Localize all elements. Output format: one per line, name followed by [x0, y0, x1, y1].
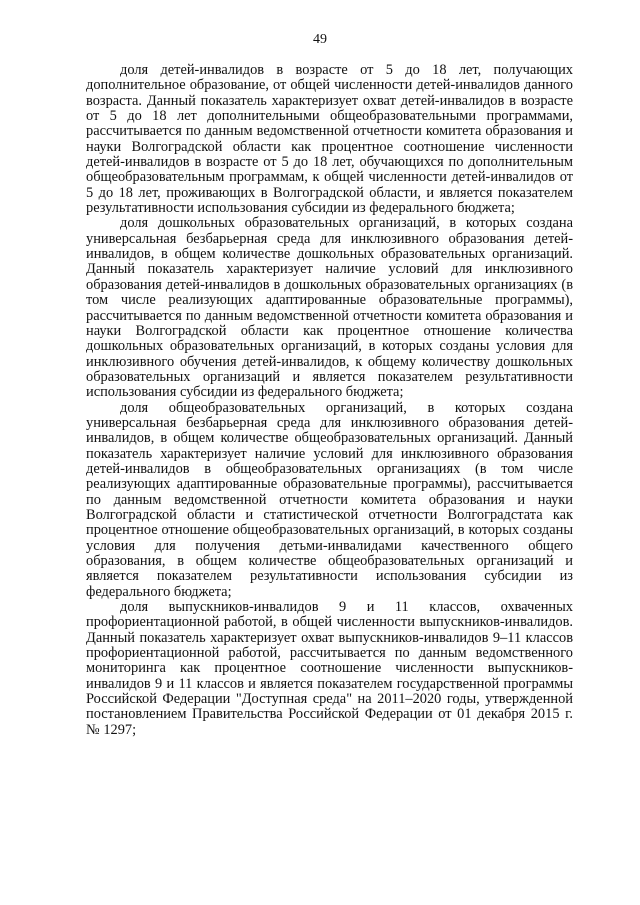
document-body [86, 63, 573, 738]
paragraph-disabled-children-additional-education: доля детей-инвалидов в возрасте от 5 до 18 лет, получающих дополнительное образование, от общей численности детей-инвалидов данного возраста. Данный показатель характеризует охват детей-инвалидов в возрасте от 5 до 18 лет дополнительными общеобразовательными программами, рассчитывается по данным ведомственной отчетности комитета образования и науки Волгоградской области как процентное соотношение численности детей-инвалидов в возрасте от 5 до 18 лет, обучающихся по дополнительным общеобразовательным программам, к общей численности детей-инвалидов от 5 до 18 лет, проживающих в Волгоградской области, и является показателем результативности использования субсидии из федерального бюджета; [86, 62, 573, 217]
paragraph-preschool-barrier-free: доля дошкольных образовательных организаций, в которых создана универсальная безбарьерная среда для инклюзивного образования детей-инвалидов, в общем количестве дошкольных образовательных организаций. Данный показатель характеризует наличие условий для инклюзивного образования детей-инвалидов в дошкольных образовательных организациях (в том числе реализующих адаптированные образовательные программы), рассчитывается по данным ведомственной отчетности комитета образования и науки Волгоградской области как процентное отношение количества дошкольных образовательных организаций, в которых созданы условия для инклюзивного обучения детей-инвалидов, к общему количеству дошкольных образовательных организаций и является показателем результативности использования субсидии из федерального бюджета; [86, 215, 573, 401]
paragraph-graduates-career-guidance: доля выпускников-инвалидов 9 и 11 классов, охваченных профориентационной работой, в общей численности выпускников-инвалидов. Данный показатель характеризует охват выпускников-инвалидов 9–11 классов профориентационной работой, рассчитывается по данным ведомственного мониторинга как процентное соотношение численности выпускников-инвалидов 9 и 11 классов и является показателем государственной программы Российской Федерации "Доступная среда" на 2011–2020 годы, утвержденной постановлением Правительства Российской Федерации от 01 декабря 2015 г. № 1297; [86, 599, 573, 738]
page-number: 49 [313, 32, 327, 47]
paragraph-general-education-barrier-free: доля общеобразовательных организаций, в которых создана универсальная безбарьерная среда для инклюзивного образования детей-инвалидов, в общем количестве общеобразовательных организаций. Данный показатель характеризует наличие условий для инклюзивного образования детей-инвалидов в общеобразовательных организациях (в том числе реализующих адаптированные образовательные программы), рассчитывается по данным ведомственной отчетности комитета образования и науки Волгоградской области и статистической отчетности Волгоградстата как процентное отношение общеобразовательных организаций, в которых созданы условия для получения детьми-инвалидами качественного общего образования, в общем количестве общеобразовательных организаций и является показателем результативности использования субсидии из федерального бюджета; [86, 399, 573, 600]
